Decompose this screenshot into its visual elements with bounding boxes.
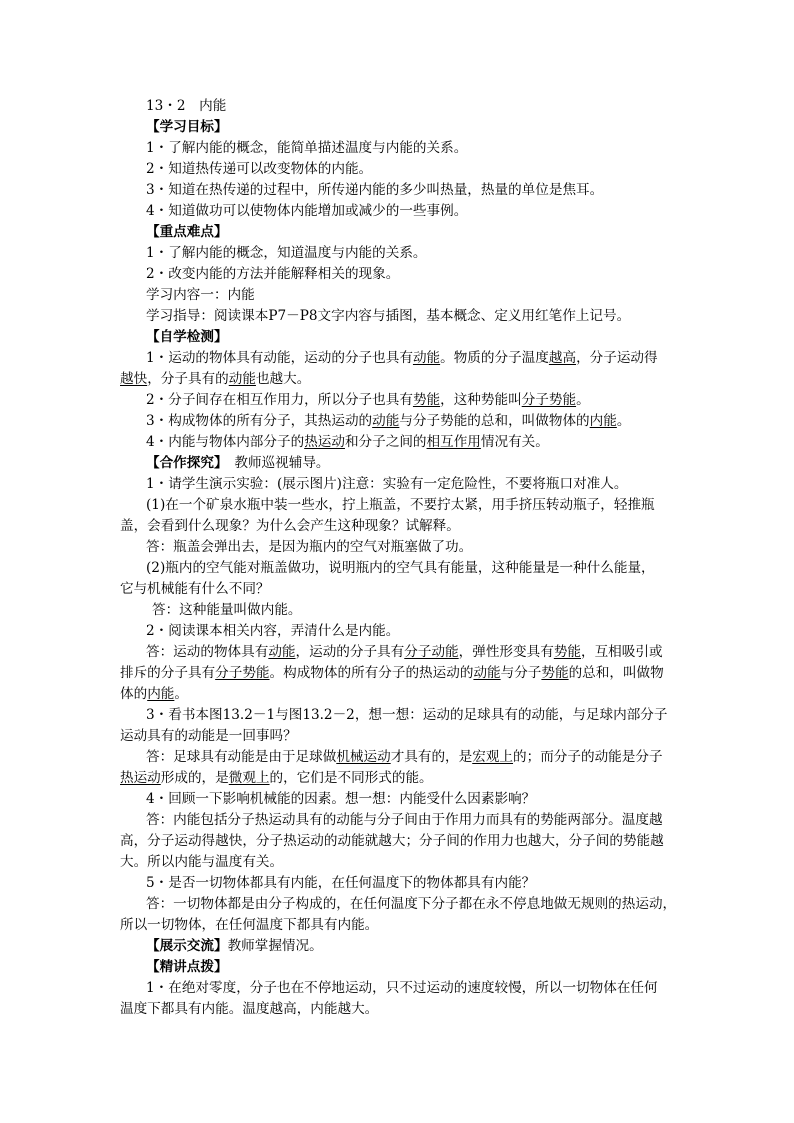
underlined-answer: 分子动能 [404,644,459,660]
text-line [120,348,680,369]
underlined-answer: 动能 [268,644,296,660]
text-run: ，弹性形变具有 [458,644,554,660]
underlined-answer: 机械运动 [336,749,391,765]
underlined-answer: 分子势能 [521,392,577,408]
text-run: 2・分子间存在相互作用力，所以分子也具有 [146,392,413,408]
text-run: 4・知道做功可以使物体内能增加或减少的一些事例。 [146,203,468,219]
text-line [120,747,680,768]
text-run: 的；而分子的动能是分子 [513,749,663,765]
text-run: 1・在绝对零度，分子也在不停地运动，只不过运动的速度较慢，所以一切物体在任何 [146,980,658,996]
text-run: 的总和，叫做物 [568,665,664,681]
text-line [120,411,680,432]
underlined-answer: 动能 [372,413,400,429]
text-line [120,999,680,1020]
text-line [120,264,680,285]
text-run: 也越大。 [255,371,311,387]
text-run: 3・构成物体的所有分子，其热运动的 [146,413,373,429]
text-line [120,831,680,852]
text-run: 学习内容一：内能 [146,287,255,303]
underlined-answer: 相互作用 [426,434,481,450]
text-run: 学习指导：阅读课本P7－P8文字内容与插图，基本概念、定义用红笔作上记号。 [146,308,631,324]
text-run: 2・改变内能的方法并能解释相关的现象。 [146,266,400,282]
text-run: 教师掌握情况。 [227,938,323,954]
text-run: 答：运动的物体具有 [146,644,269,660]
text-run: 答：一切物体都是由分子构成的，在任何温度下分子都在永不停息地做无规则的热运动， [146,896,677,912]
text-run: 答：瓶盖会弹出去，是因为瓶内的空气对瓶塞做了功。 [146,539,473,555]
text-line [120,621,680,642]
text-run: 温度下都具有内能。温度越高，内能越大。 [120,1001,379,1017]
underlined-answer: 分子势能 [215,665,270,681]
text-run: 高，分子运动得越快，分子热运动的动能就越大；分子间的作用力也越大，分子间的势能越 [120,833,664,849]
underlined-answer: 势能 [412,392,441,408]
text-run: 4・回顾一下影响机械能的因素。想一想：内能受什么因素影响？ [146,791,536,807]
text-line [120,768,680,789]
text-run: 所以一切物体，在任何温度下都具有内能。 [120,917,379,933]
text-line [120,243,680,264]
text-run: 才具有的，是 [390,749,473,765]
text-line [120,684,680,705]
text-line [120,306,680,327]
text-run: 2・阅读课本相关内容，弄清什么是内能。 [146,623,400,639]
text-run: 2・知道热传递可以改变物体的内能。 [146,161,373,177]
text-line [120,558,680,579]
underlined-answer: 越高 [548,350,577,366]
text-line [120,957,680,978]
text-line [120,201,680,222]
text-run: 1・了解内能的概念，能简单描述温度与内能的关系。 [146,140,468,156]
text-run: 它与机械能有什么不同？ [120,581,270,597]
underlined-answer: 势能 [541,665,569,681]
underlined-answer: 微观上 [228,770,270,786]
text-run: (1)在一个矿泉水瓶中装一些水，拧上瓶盖，不要拧太紧，用手挤压转动瓶子，轻推瓶 [146,497,655,513]
underlined-answer: 越快 [120,371,148,387]
text-run: ，这种势能叫 [440,392,522,408]
section-heading: 【精讲点拨】 [146,959,228,975]
underlined-answer: 热运动 [120,770,161,786]
document-page [120,96,680,1020]
text-run: 与分子 [500,665,542,681]
section-heading: 【展示交流】 [146,938,228,954]
text-run: 体的 [120,686,148,702]
text-run: 1・了解内能的概念，知道温度与内能的关系。 [146,245,427,261]
text-run: 盖，会看到什么现象？为什么会产生这种现象？试解释。 [120,518,460,534]
underlined-answer: 内能 [147,686,175,702]
text-line [120,873,680,894]
text-run: 教师巡视辅导。 [220,455,330,471]
text-run: 的，它们是不同形式的能。 [269,770,433,786]
text-run: 。物质的分子温度 [440,350,549,366]
text-line [120,474,680,495]
text-line [120,285,680,306]
text-line [120,96,680,117]
text-line [120,852,680,873]
text-line [120,810,680,831]
text-run: 4・内能与物体内部分子的 [146,434,305,450]
text-line [120,936,680,957]
text-line [120,642,680,663]
text-run: 排斥的分子具有 [120,665,216,681]
text-line [120,579,680,600]
text-line [120,978,680,999]
text-line [120,915,680,936]
text-run: 答：足球具有动能是由于足球做 [146,749,337,765]
underlined-answer: 动能 [228,371,256,387]
underlined-answer: 动能 [473,665,501,681]
text-run: ，互相吸引或 [581,644,663,660]
section-heading: 【自学检测】 [146,329,228,345]
text-run: 运动具有的动能是一回事吗？ [120,728,297,744]
text-line [120,705,680,726]
text-run: 3・知道在热传递的过程中，所传递内能的多少叫热量，热量的单位是焦耳。 [146,182,604,198]
text-line [120,516,680,537]
text-run: ，运动的分子具有 [295,644,405,660]
section-heading: 【合作探究】 [146,455,221,471]
text-run: 情况有关。 [480,434,549,450]
underlined-answer: 热运动 [304,434,345,450]
underlined-answer: 势能 [553,644,581,660]
text-line [120,789,680,810]
text-line [120,537,680,558]
text-line [120,117,680,138]
text-line [120,495,680,516]
text-run: 答：这种能量叫做内能。 [152,602,302,618]
text-line [120,159,680,180]
text-run: 形成的，是 [160,770,229,786]
text-run: 。构成物体的所有分子的热运动的 [269,665,474,681]
text-line [120,600,680,621]
text-line [120,894,680,915]
text-line [120,432,680,453]
text-line [120,369,680,390]
text-run: 与分子势能的总和，叫做物体的 [399,413,590,429]
text-run: ，分子运动得 [576,350,658,366]
text-line [120,663,680,684]
text-line [120,390,680,411]
text-run: 。 [616,413,631,429]
text-run: ，分子具有的 [147,371,229,387]
text-run: 13・2 内能 [146,98,227,114]
underlined-answer: 动能 [412,350,441,366]
text-run: 1・请学生演示实验：(展示图片)注意：实验有一定危险性，不要将瓶口对准人。 [146,476,628,492]
text-line [120,327,680,348]
text-run: 5・是否一切物体都具有内能，在任何温度下的物体都具有内能？ [146,875,536,891]
section-heading: 【学习目标】 [146,119,228,135]
text-run: 大。所以内能与温度有关。 [120,854,284,870]
text-line [120,222,680,243]
underlined-answer: 内能 [589,413,617,429]
text-run: 3・看书本图13.2－1与图13.2－2，想一想：运动的足球具有的动能，与足球内部分子 [146,707,668,723]
text-line [120,180,680,201]
text-run: (2)瓶内的空气能对瓶盖做功，说明瓶内的空气具有能量，这种能量是一种什么能量， [146,560,655,576]
text-run: 。 [576,392,590,408]
text-run: 答：内能包括分子热运动具有的动能与分子间由于作用力而具有的势能两部分。温度越 [146,812,663,828]
text-line [120,726,680,747]
text-line [120,453,680,474]
section-heading: 【重点难点】 [146,224,228,240]
text-run: 1・运动的物体具有动能，运动的分子也具有 [146,350,413,366]
text-line [120,138,680,159]
text-run: 和分子之间的 [344,434,427,450]
underlined-answer: 宏观上 [472,749,514,765]
text-run: 。 [174,686,188,702]
